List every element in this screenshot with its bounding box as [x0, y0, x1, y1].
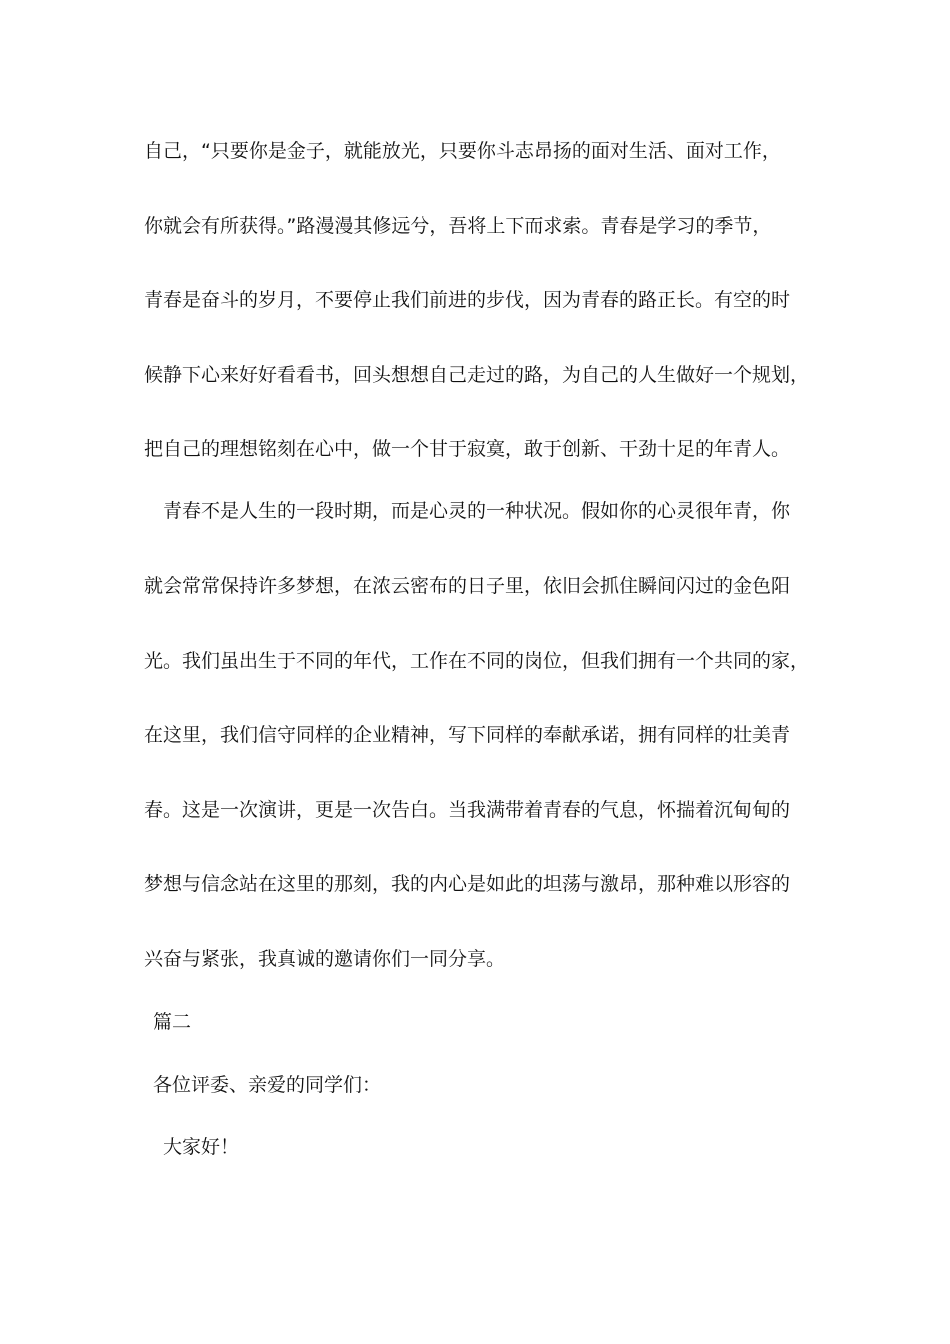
- paragraph-line: 你就会有所获得。”路漫漫其修远兮，吾将上下而求索。青春是学习的季节，: [144, 215, 772, 237]
- paragraph-line: 把自己的理想铭刻在心中，做一个甘于寂寞，敢于创新、干劲十足的年青人。: [144, 438, 791, 460]
- section-heading: 篇二: [153, 1011, 192, 1033]
- paragraph-line: 梦想与信念站在这里的那刻，我的内心是如此的坦荡与激昂，那种难以形容的: [144, 873, 791, 895]
- paragraph-line: 青春是奋斗的岁月，不要停止我们前进的步伐，因为青春的路正长。有空的时: [144, 289, 791, 311]
- paragraph-line: 自己，“只要你是金子，就能放光，只要你斗志昂扬的面对生活、面对工作，: [144, 140, 781, 162]
- paragraph-line: 候静下心来好好看看书，回头想想自己走过的路，为自己的人生做好一个规划，: [144, 364, 810, 386]
- paragraph-line: 在这里，我们信守同样的企业精神，写下同样的奉献承诺，拥有同样的壮美青: [144, 724, 791, 746]
- paragraph-line: 春。这是一次演讲，更是一次告白。当我满带着青春的气息，怀揣着沉甸甸的: [144, 799, 791, 821]
- paragraph-line: 青春不是人生的一段时期，而是心灵的一种状况。假如你的心灵很年青，你: [163, 500, 791, 522]
- paragraph-line: 光。我们虽出生于不同的年代，工作在不同的岗位，但我们拥有一个共同的家，: [144, 650, 810, 672]
- paragraph-line: 就会常常保持许多梦想，在浓云密布的日子里，依旧会抓住瞬间闪过的金色阳: [144, 575, 791, 597]
- paragraph-line: 兴奋与紧张，我真诚的邀请你们一同分享。: [144, 948, 506, 970]
- salutation: 各位评委、亲爱的同学们：: [153, 1074, 382, 1096]
- greeting: 大家好！: [163, 1136, 240, 1158]
